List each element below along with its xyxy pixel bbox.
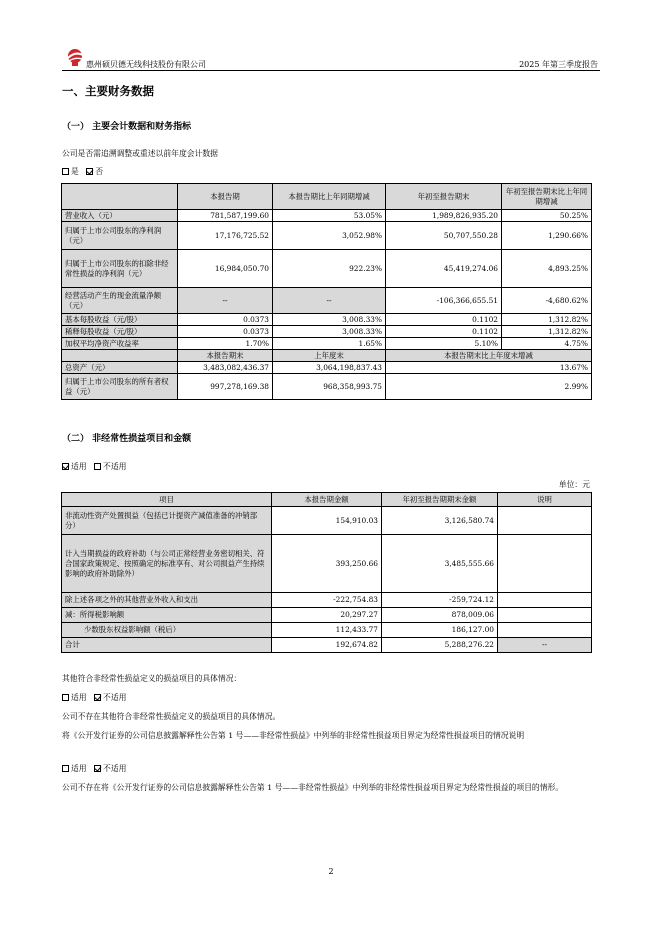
checkbox-apply bbox=[62, 694, 69, 701]
table-row: 除上述各项之外的其他营业外收入和支出 -222,754.83 -259,724.12 bbox=[62, 593, 592, 608]
table-row: 归属于上市公司股东的净利润（元） 17,176,725.52 3,052.98% 50,707,550.28 1,290.66% bbox=[62, 222, 592, 250]
checkbox-not-apply-checked bbox=[94, 765, 101, 772]
table-row-total: 合计 192,674.82 5,288,276.22 -- bbox=[62, 638, 592, 653]
table-row: 归属于上市公司股东的所有者权益（元） 997,278,169.38 968,358,993.75 2.99% bbox=[62, 374, 592, 400]
note1-question: 其他符合非经常性损益定义的损益项目的具体情况： bbox=[62, 674, 242, 683]
report-title: 2025 年第三季度报告 bbox=[519, 60, 598, 69]
table-row: 少数股东权益影响额（税后） 112,433.77 186,127.00 bbox=[62, 623, 592, 638]
note2-text: 公司不存在将《公开发行证券的公司信息披露解释性公告第 1 号——非经常性损益》中列举的非经常性损益项目界定为经常性损益的项目的情形。 bbox=[62, 783, 564, 792]
checkbox-not-apply-checked bbox=[94, 694, 101, 701]
table-row: 稀释每股收益（元/股） 0.0373 3,008.33% 0.1102 1,312.82% bbox=[62, 326, 592, 338]
table-header-row-2: 本报告期末 上年度末 本报告期末比上年度末增减 bbox=[62, 350, 592, 362]
table-row: 基本每股收益（元/股） 0.0373 3,008.33% 0.1102 1,312.82% bbox=[62, 314, 592, 326]
table-header-row: 项目 本报告期金额 年初至报告期期末金额 说明 bbox=[62, 493, 592, 507]
table-row: 总资产（元） 3,483,082,436.37 3,064,198,837.43 13.67% bbox=[62, 362, 592, 374]
apply-options: 适用 不适用 bbox=[62, 461, 126, 472]
checkbox-apply-checked bbox=[62, 463, 69, 470]
note1-options: 适用 不适用 bbox=[62, 692, 126, 703]
checkbox-not-apply bbox=[94, 463, 101, 470]
restate-question: 公司是否需追溯调整或重述以前年度会计数据 bbox=[62, 149, 218, 158]
section-title: 一、主要财务数据 bbox=[62, 84, 154, 98]
subsection-title-1: （一） 主要会计数据和财务指标 bbox=[62, 122, 192, 132]
note2-options: 适用 不适用 bbox=[62, 763, 126, 774]
note1-text: 公司不存在其他符合非经常性损益定义的损益项目的具体情况。 bbox=[62, 712, 281, 721]
page-number: 2 bbox=[328, 867, 334, 876]
table-row: 加权平均净资产收益率 1.70% 1.65% 5.10% 4.75% bbox=[62, 338, 592, 350]
table-row: 减：所得税影响额 20,297.27 878,009.06 bbox=[62, 608, 592, 623]
subsection-title-2: （二） 非经常性损益项目和金额 bbox=[62, 434, 192, 444]
company-name: 惠州硕贝德无线科技股份有限公司 bbox=[86, 60, 206, 69]
note2-question: 将《公开发行证券的公司信息披露解释性公告第 1 号——非经常性损益》中列举的非经常性损益项目界定为经常性损益项目的情况说明 bbox=[62, 731, 525, 740]
financial-data-table bbox=[61, 183, 592, 400]
non-recurring-table bbox=[61, 492, 592, 653]
checkbox-apply bbox=[62, 765, 69, 772]
table-row: 归属于上市公司股东的扣除非经常性损益的净利润（元） 16,984,050.70 922.23% 45,419,274.06 4,893.25% bbox=[62, 250, 592, 288]
table-row: 非流动性资产处置损益（包括已计提资产减值准备的冲销部分） 154,910.03 3,126,580.74 bbox=[62, 507, 592, 535]
restate-options: 是 否 bbox=[62, 166, 103, 177]
table-header-row: 本报告期 本报告期比上年同期增减 年初至报告期末 年初至报告期末比上年同期增减 bbox=[62, 184, 592, 210]
checkbox-yes bbox=[62, 168, 69, 175]
table-row: 营业收入（元） 781,587,199.60 53.05% 1,989,826,935.20 50.25% bbox=[62, 210, 592, 222]
unit-label: 单位：元 bbox=[558, 480, 590, 489]
table-row: 计入当期损益的政府补助（与公司正常经营业务密切相关、符合国家政策规定、按照确定的标准享有、对公司损益产生持续影响的政府补助除外） 393,250.66 3,485,555.66 bbox=[62, 535, 592, 593]
table-row: 经营活动产生的现金流量净额（元） -- -- -106,366,655.51 -4,680.62% bbox=[62, 288, 592, 314]
header-divider bbox=[62, 70, 600, 71]
checkbox-no-checked bbox=[86, 168, 93, 175]
company-logo-icon bbox=[66, 47, 84, 67]
